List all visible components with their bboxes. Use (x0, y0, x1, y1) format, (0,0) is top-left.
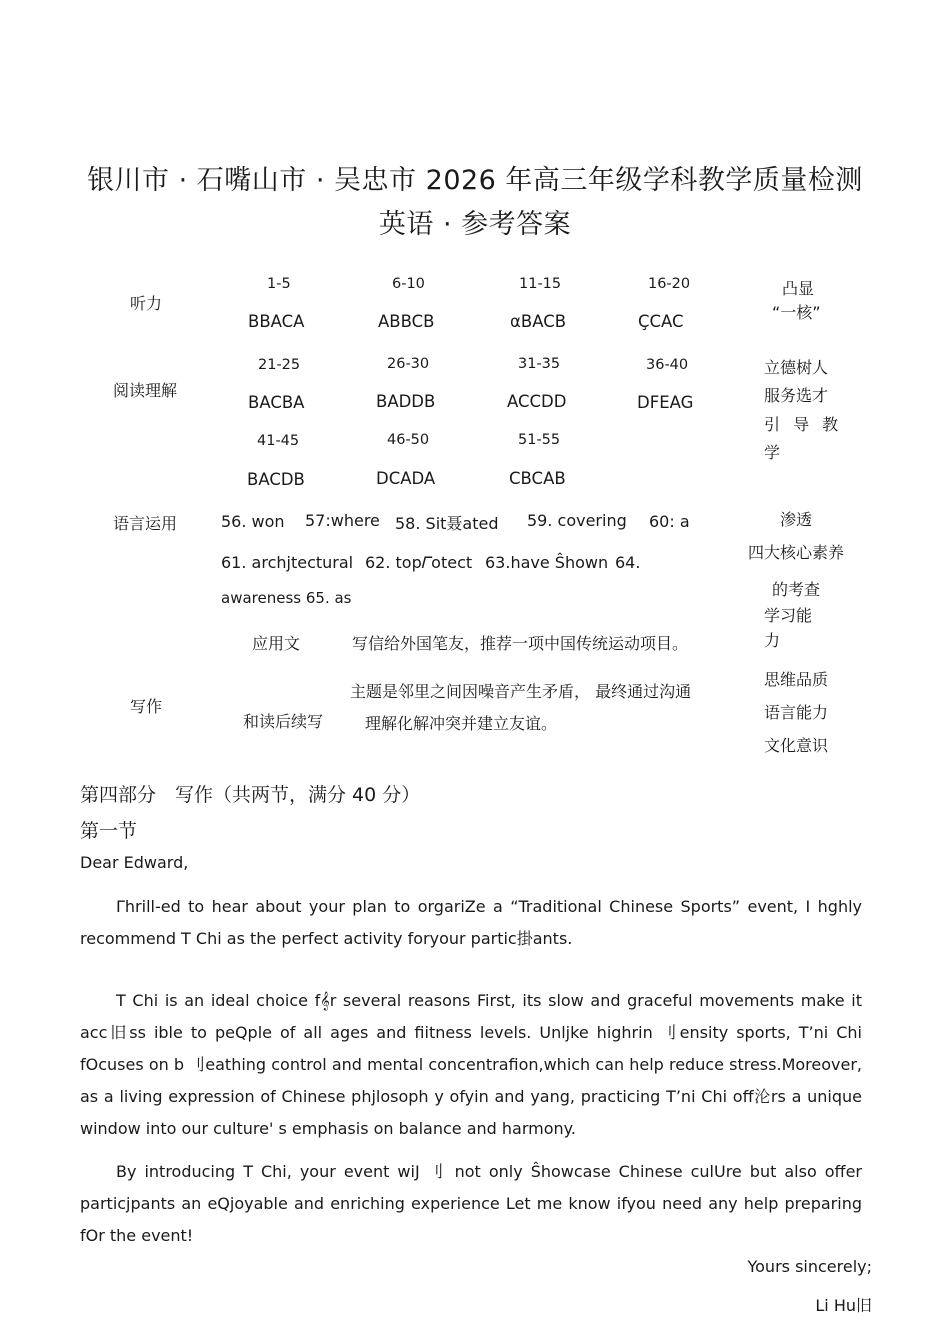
letter-paragraph (80, 891, 862, 955)
section-heading: 第四部分 写作（共两节，满分 40 分） (80, 784, 421, 806)
blank-answer: 60: a (649, 512, 690, 531)
letter-paragraph-text: T Chi is an ideal choice f𝄞r several reasons First, its slow and graceful movements make it acc旧ss ible to peQple of all ages and fiitness levels. Unljke highrin 刂ensity sports, T’ni Chi fOcuses on b 刂eathing control and mental concentrafion,which can help reduce stress.Moreover, as a living expression of Chinese phjlosoph y ofyin and yang, practicing T’ni Chi off沦rs a unique window into our culture' s emphasis on balance and harmony. (80, 991, 862, 1138)
blank-answer: 57:where (305, 511, 380, 530)
answer-cell: CBCAB (509, 469, 566, 488)
blank-answer: awareness 65. as (221, 589, 352, 607)
blank-answer: 59. covering (527, 511, 627, 530)
page-title: 银川市 · 石嘴山市 · 吴忠市 2026 年高三年级学科教学质量检测 (87, 165, 863, 196)
answer-cell: αBACB (510, 312, 567, 331)
listening-note: 凸显 (782, 279, 815, 298)
writing-task-desc: 写信给外国笔友，推荐一项中国传统运动项目。 (352, 634, 689, 653)
language-use-note: 学习能 (764, 606, 813, 625)
blank-answer: 64. (615, 553, 641, 572)
listening-note: “一核” (772, 303, 821, 322)
range-cell: 16-20 (648, 276, 691, 292)
writing-label: 写作 (130, 697, 163, 716)
blank-answer: 58. Sit聂ated (395, 514, 499, 533)
listening-label: 听力 (130, 294, 163, 313)
answer-cell: ACCDD (507, 392, 567, 411)
range-cell: 31-35 (518, 356, 561, 372)
blank-answer: 56. won (221, 512, 285, 531)
answer-cell: DFEAG (637, 393, 694, 412)
language-use-note: 力 (764, 631, 781, 650)
letter-signature: Li Hu旧 (815, 1296, 872, 1315)
range-cell: 36-40 (646, 357, 689, 373)
writing-task-desc: 主题是邻里之间因噪音产生矛盾， 最终通过沟通 (350, 682, 692, 701)
language-use-note: 渗透 (780, 510, 813, 529)
letter-paragraph-text: Γhrill-ed to hear about your plan to orgariZe a “Traditional Chinese Sports” event, I hghly recommend T Chi as the perfect activity foryour partic掛ants. (80, 897, 862, 948)
writing-note: 思维品质 (764, 670, 829, 689)
blank-answer: 61. archjtectural (221, 553, 354, 572)
letter-paragraph (80, 985, 862, 1145)
writing-task-label: 应用文 (252, 634, 301, 653)
range-cell: 6-10 (392, 276, 425, 292)
answer-cell: ABBCB (378, 312, 435, 331)
letter-greeting: Dear Edward, (80, 853, 189, 872)
reading-note: 引 导 教 (764, 415, 843, 434)
range-cell: 51-55 (518, 432, 561, 448)
range-cell: 41-45 (257, 433, 300, 449)
letter-paragraph-text: By introducing T Chi, your event wiJ 刂 not only Ŝhowcase Chinese culUre but also offer particjpants an eQjoyable and enriching experience Let me know ifyou need any help preparing fOr the event! (80, 1162, 862, 1245)
letter-paragraph (80, 1156, 862, 1252)
blank-answer: 62. top𝛤otect (365, 553, 473, 572)
page-subtitle: 英语 · 参考答案 (378, 209, 572, 240)
writing-task-desc: 理解化解冲突并建立友谊。 (365, 714, 558, 733)
language-use-note: 四大核心素养 (748, 543, 845, 562)
range-cell: 11-15 (519, 276, 562, 292)
writing-note: 文化意识 (764, 736, 829, 755)
reading-note: 学 (764, 443, 781, 462)
writing-note: 语言能力 (764, 703, 829, 722)
answer-cell: BADDB (376, 392, 436, 411)
language-use-note: 的考查 (772, 580, 821, 599)
range-cell: 26-30 (387, 356, 430, 372)
answer-cell: BACBA (248, 393, 305, 412)
reading-note: 服务选才 (764, 386, 829, 405)
range-cell: 21-25 (258, 357, 301, 373)
answer-cell: BACDB (247, 470, 305, 489)
reading-note: 立德树人 (764, 358, 829, 377)
range-cell: 46-50 (387, 432, 430, 448)
blank-answer: 63.have Ŝhown (485, 553, 609, 572)
answer-cell: DCADA (376, 469, 436, 488)
letter-closing: Yours sincerely; (747, 1257, 872, 1276)
language-use-label: 语言运用 (113, 514, 178, 533)
answer-cell: BBACA (248, 312, 305, 331)
range-cell: 1-5 (267, 276, 291, 292)
reading-label: 阅读理解 (113, 381, 178, 400)
section-subheading: 第一节 (80, 820, 138, 842)
writing-task-label: 和读后续写 (243, 712, 324, 731)
answer-cell: ÇCAC (638, 312, 684, 331)
